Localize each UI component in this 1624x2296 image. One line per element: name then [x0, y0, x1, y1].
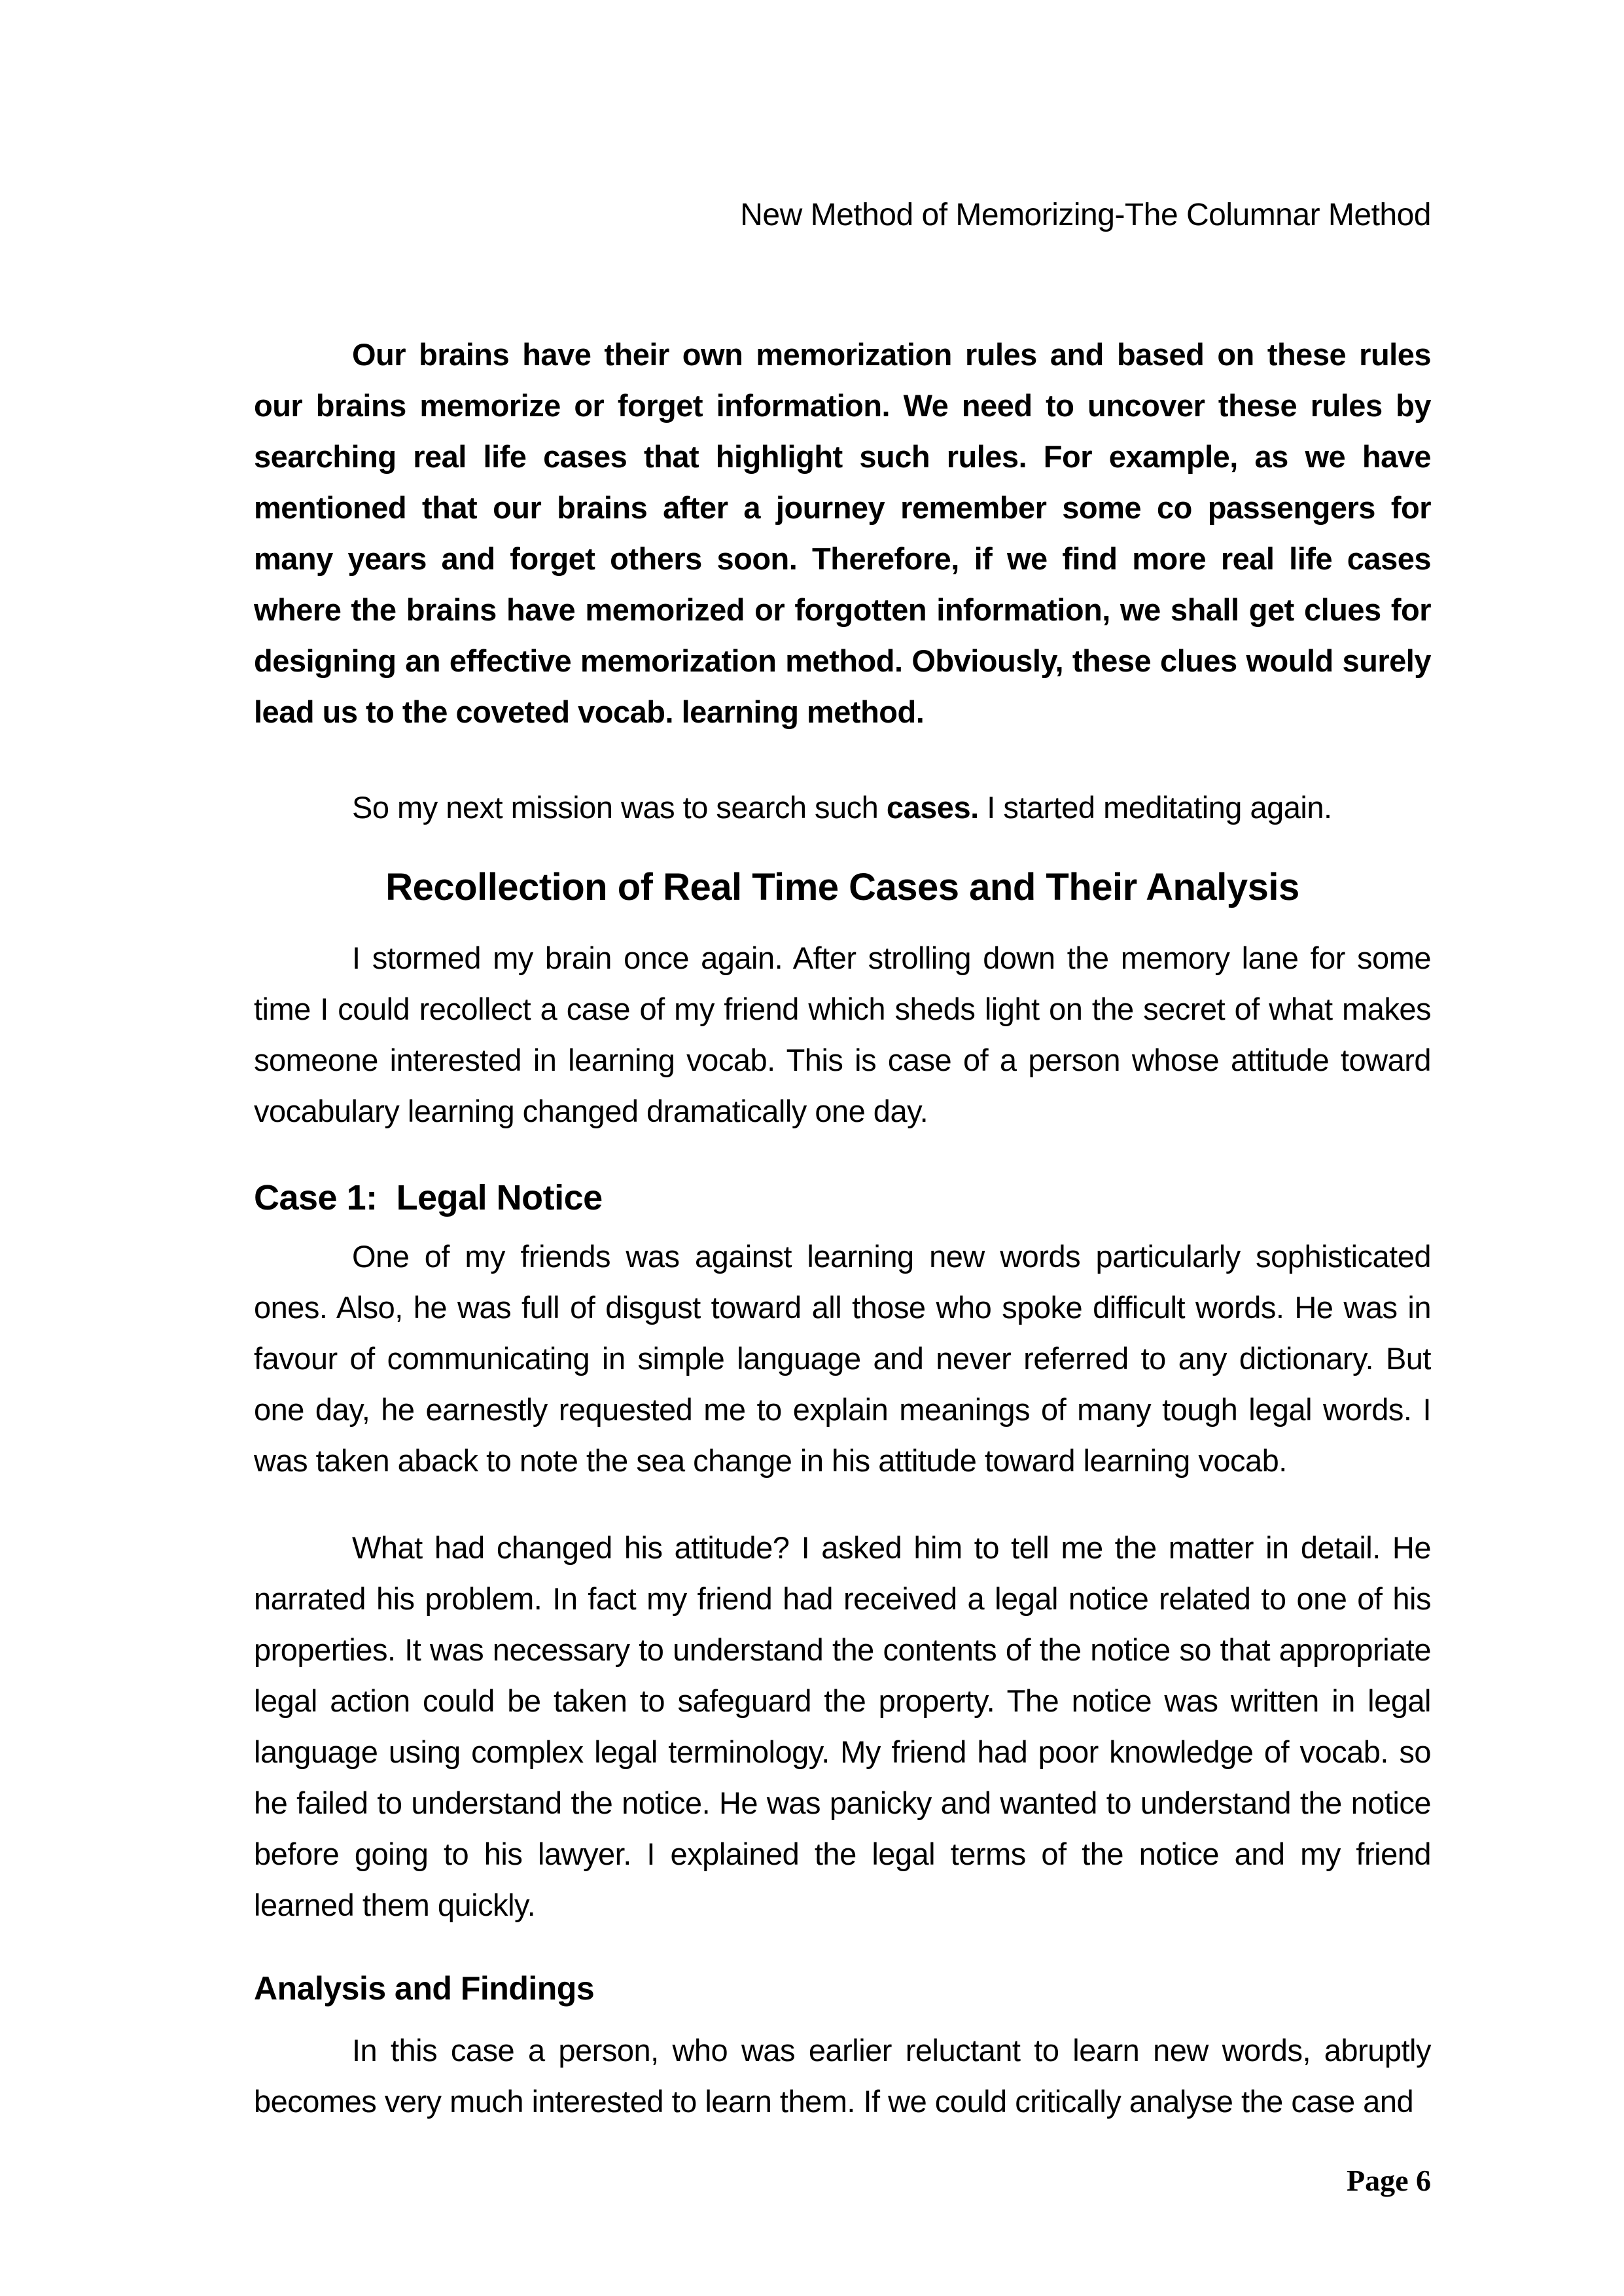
- running-header: New Method of Memorizing-The Columnar Method: [740, 198, 1431, 232]
- recollection-paragraph: I stormed my brain once again. After strolling down the memory lane for some time I could recollect a case of my friend which sheds light on the secret of what makes someone interested in learning vocab. This is case of a person whose attitude toward vocabulary learning changed dramatically one day.: [254, 941, 1431, 1129]
- mission-text-prefix: So my next mission was to search such: [352, 789, 887, 825]
- mission-paragraph: [254, 782, 1431, 833]
- subsection-heading-analysis: Analysis and Findings: [254, 1970, 595, 2007]
- case1-paragraph-1: One of my friends was against learning new words particularly sophisticated ones. Also, he was full of disgust toward all those who spoke difficult words. He was in favour of communicating in simple language and never referred to any dictionary. But one day, he earnestly requested me to explain meanings of many tough legal words. I was taken aback to note the sea change in his attitude toward learning vocab.: [254, 1239, 1431, 1479]
- page-number: Page 6: [1346, 2164, 1431, 2197]
- subsection-heading-case1: Case 1: Legal Notice: [254, 1178, 603, 1218]
- intro-paragraph: Our brains have their own memorization rules and based on these rules our brains memorize or forget information. We need to uncover these rules by searching real life cases that highlight such rules. For example, as we have mentioned that our brains after a journey remember some co passengers for many years and forget others soon. Therefore, if we find more real life cases where the brains have memorized or forgotten information, we shall get clues for designing an effective memorization method. Obviously, these clues would surely lead us to the coveted vocab. learning method.: [254, 336, 1431, 729]
- analysis-paragraph: In this case a person, who was earlier reluctant to learn new words, abruptly becomes very much interested to learn them. If we could critically analyse the case and: [254, 2032, 1431, 2119]
- mission-text-suffix: I started meditating again.: [978, 789, 1332, 825]
- section-heading-recollection: Recollection of Real Time Cases and Their Analysis: [385, 865, 1299, 908]
- mission-text-bold: cases.: [886, 789, 979, 825]
- case1-paragraph-2: What had changed his attitude? I asked him to tell me the matter in detail. He narrated his problem. In fact my friend had received a legal notice related to one of his properties. It was necessary to understand the contents of the notice so that appropriate legal action could be taken to safeguard the property. The notice was written in legal language using complex legal terminology. My friend had poor knowledge of vocab. so he failed to understand the notice. He was panicky and wanted to understand the notice before going to his lawyer. I explained the legal terms of the notice and my friend learned them quickly.: [254, 1530, 1431, 1923]
